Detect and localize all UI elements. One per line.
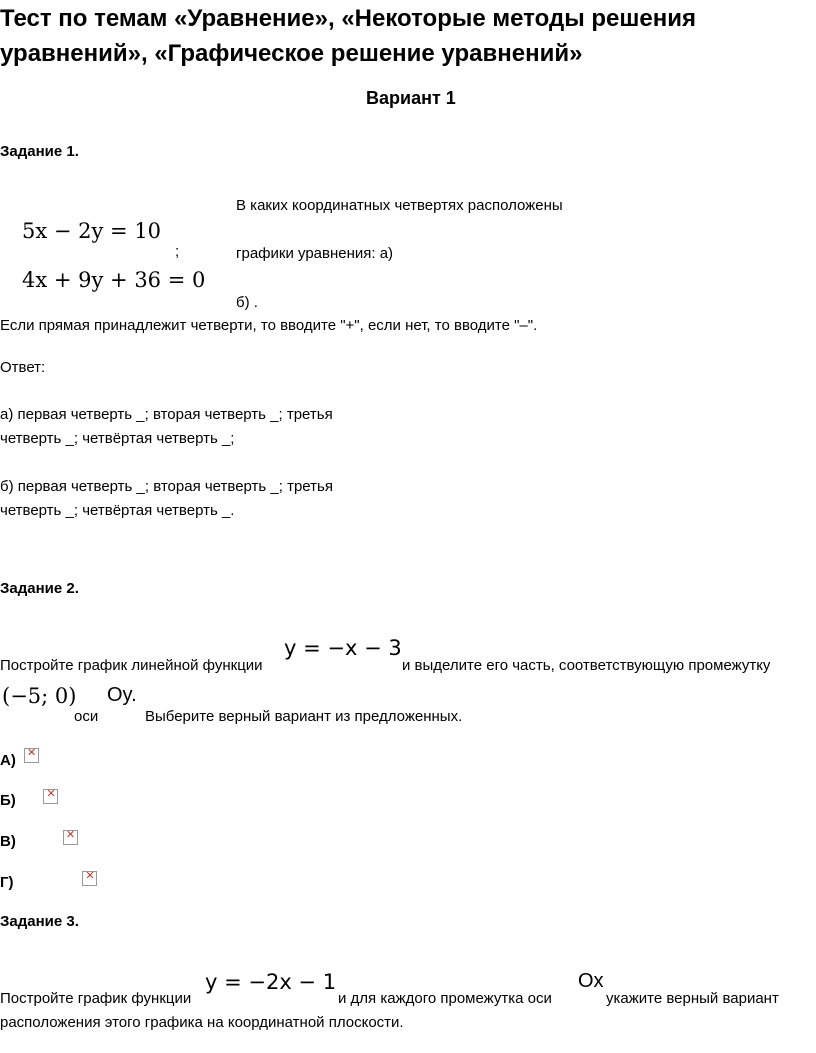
broken-image-icon xyxy=(24,748,39,763)
task1-answer-b-line-1: б) первая четверть _; вторая четверть _; третья xyxy=(0,478,333,495)
task1-answer-label: Ответ: xyxy=(0,359,46,376)
broken-image-icon xyxy=(63,830,78,845)
task3-text-4: расположения этого графика на координатной плоскости. xyxy=(0,1014,404,1031)
task2-text-3: Выберите верный вариант из предложенных. xyxy=(145,708,463,725)
task1-question-line-3: б) . xyxy=(236,294,258,311)
option-label: Г) xyxy=(0,874,14,891)
task3-formula: y = −2x − 1 xyxy=(205,970,337,994)
option-label: Б) xyxy=(0,792,16,809)
task2-option-b[interactable] xyxy=(0,792,16,809)
task2-formula: y = −x − 3 xyxy=(284,636,402,660)
option-label: А) xyxy=(0,752,16,769)
task3-text-1: Постройте график функции xyxy=(0,990,192,1007)
task2-option-c[interactable] xyxy=(0,833,16,850)
task3-axis: Ox xyxy=(578,970,604,992)
task1-answer-a-line-1: а) первая четверть _; вторая четверть _; третья xyxy=(0,406,333,423)
task2-axis-word: оси xyxy=(74,708,99,725)
task1-rule: Если прямая принадлежит четверти, то вводите "+", если нет, то вводите "–". xyxy=(0,317,538,334)
task1-answer-b-line-2: четверть _; четвёртая четверть _. xyxy=(0,502,235,519)
task2-heading: Задание 2. xyxy=(0,580,79,597)
title-line-1: Тест по темам «Уравнение», «Некоторые методы решения xyxy=(0,5,696,32)
task1-semicolon: ; xyxy=(175,243,180,260)
variant-heading: Вариант 1 xyxy=(366,88,456,108)
broken-image-icon xyxy=(43,789,58,804)
task3-heading: Задание 3. xyxy=(0,913,79,930)
task2-text-1: Постройте график линейной функции xyxy=(0,657,263,674)
task3-text-3: укажите верный вариант xyxy=(606,990,779,1007)
broken-image-icon xyxy=(82,871,97,886)
task2-option-a[interactable] xyxy=(0,752,16,769)
option-label: В) xyxy=(0,833,16,850)
title-line-2: уравнений», «Графическое решение уравнений» xyxy=(0,40,583,67)
task1-question-line-1: В каких координатных четвертях расположены xyxy=(236,197,563,214)
task1-question-line-2: графики уравнения: а) xyxy=(236,245,394,262)
task1-equation-2: 4x + 9y + 36 = 0 xyxy=(22,268,206,292)
task1-equation-1: 5x − 2y = 10 xyxy=(22,219,162,243)
task1-answer-a-line-2: четверть _; четвёртая четверть _; xyxy=(0,430,235,447)
task3-text-2: и для каждого промежутка оси xyxy=(338,990,552,1007)
task2-interval: (−5; 0) xyxy=(2,684,77,708)
task2-axis: Oy. xyxy=(107,684,137,706)
task2-text-2: и выделите его часть, соответствующую промежутку xyxy=(402,657,771,674)
task1-heading: Задание 1. xyxy=(0,143,79,160)
task2-option-d[interactable] xyxy=(0,874,14,891)
